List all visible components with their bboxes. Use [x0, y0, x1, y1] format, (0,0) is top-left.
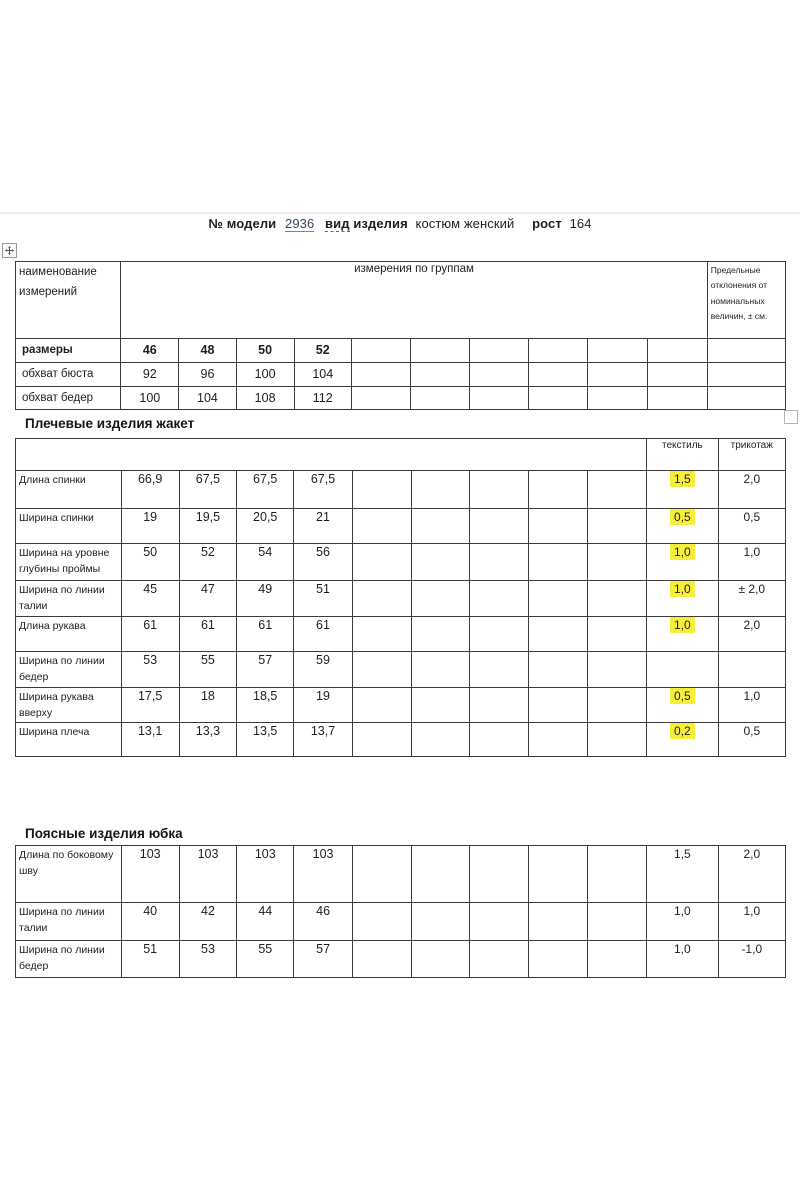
empty-cell[interactable]	[351, 387, 410, 410]
empty-cell[interactable]	[470, 471, 528, 509]
row-label-cell[interactable]: Длина рукава	[16, 616, 122, 651]
empty-cell[interactable]	[411, 544, 469, 581]
value-cell[interactable]: 61	[179, 616, 236, 651]
textile-tolerance-cell[interactable]	[647, 616, 718, 651]
value-cell[interactable]: 53	[121, 651, 179, 687]
value-cell[interactable]: 103	[237, 846, 294, 903]
highlighted-value: 1,0	[670, 617, 695, 633]
empty-cell[interactable]	[587, 687, 646, 723]
four-arrows-icon	[5, 246, 14, 255]
value-cell[interactable]: 50	[236, 339, 294, 363]
value-cell[interactable]: 56	[294, 544, 352, 581]
row-label-cell[interactable]: Ширина спинки	[16, 509, 122, 544]
value-cell[interactable]: 52	[294, 339, 351, 363]
value-cell[interactable]: 104	[294, 363, 351, 387]
empty-cell[interactable]	[528, 471, 587, 509]
empty-cell[interactable]	[411, 687, 469, 723]
section-title-jacket: Плечевые изделия жакет	[25, 416, 195, 431]
highlighted-value: 1,0	[670, 581, 695, 597]
empty-cell[interactable]	[587, 544, 646, 581]
table-row	[16, 846, 786, 903]
highlighted-value: 1,0	[670, 544, 695, 560]
textile-tolerance-cell[interactable]: 1,0	[647, 903, 718, 941]
value-cell[interactable]: 49	[237, 581, 294, 617]
value-cell[interactable]: 55	[179, 651, 236, 687]
value-cell[interactable]: 19	[294, 687, 352, 723]
knit-tolerance-cell[interactable]: 0,5	[718, 509, 785, 544]
empty-cell[interactable]	[411, 651, 469, 687]
textile-tolerance-cell[interactable]	[647, 544, 718, 581]
skirt-table	[15, 845, 786, 978]
empty-cell[interactable]	[411, 471, 469, 509]
empty-cell[interactable]	[352, 903, 411, 941]
jacket-header-empty-cell[interactable]	[16, 439, 647, 471]
product-type-label-1: вид	[325, 216, 350, 231]
empty-cell[interactable]	[352, 723, 411, 757]
empty-cell[interactable]	[411, 723, 469, 757]
knit-tolerance-cell[interactable]	[718, 651, 785, 687]
row-label-cell[interactable]: Длина по боковому шву	[16, 846, 122, 903]
value-cell[interactable]: 13,7	[294, 723, 352, 757]
empty-cell[interactable]	[411, 581, 469, 617]
textile-tolerance-cell[interactable]	[647, 471, 718, 509]
empty-cell[interactable]	[528, 581, 587, 617]
empty-cell[interactable]	[470, 687, 528, 723]
value-cell[interactable]: 46	[294, 903, 352, 941]
value-cell[interactable]: 45	[121, 581, 179, 617]
tolerance-cell[interactable]	[707, 363, 785, 387]
empty-cell[interactable]	[470, 339, 529, 363]
measurements-name-header-cell[interactable]: наименование измерений	[16, 262, 121, 339]
knit-tolerance-cell[interactable]: -1,0	[718, 941, 785, 978]
table-move-handle-icon[interactable]	[2, 243, 17, 258]
product-type-value: костюм женский	[415, 216, 515, 231]
document-title	[0, 216, 800, 231]
empty-cell[interactable]	[470, 846, 528, 903]
empty-cell[interactable]	[528, 616, 587, 651]
empty-cell[interactable]	[470, 616, 528, 651]
empty-cell[interactable]	[529, 387, 588, 410]
table-row	[16, 723, 786, 757]
value-cell[interactable]: 13,5	[237, 723, 294, 757]
knit-tolerance-cell[interactable]: 0,5	[718, 723, 785, 757]
empty-cell[interactable]	[529, 363, 588, 387]
value-cell[interactable]: 108	[236, 387, 294, 410]
value-cell[interactable]: 42	[179, 903, 236, 941]
empty-cell[interactable]	[352, 941, 411, 978]
empty-cell[interactable]	[587, 941, 646, 978]
table-row	[16, 509, 786, 544]
row-label-cell[interactable]: обхват бюста	[16, 363, 121, 387]
value-cell[interactable]: 67,5	[179, 471, 236, 509]
value-cell[interactable]: 20,5	[237, 509, 294, 544]
empty-cell[interactable]	[352, 846, 411, 903]
model-number-value: 2936	[285, 216, 315, 231]
empty-cell[interactable]	[587, 723, 646, 757]
table-row	[16, 544, 786, 581]
table-row	[16, 581, 786, 617]
empty-cell[interactable]	[587, 471, 646, 509]
empty-cell[interactable]	[470, 387, 529, 410]
sizes-header-row	[16, 262, 786, 339]
table-row	[16, 363, 786, 387]
row-label-cell[interactable]: Ширина на уровне глубины проймы	[16, 544, 122, 581]
empty-cell[interactable]	[528, 723, 587, 757]
value-cell[interactable]: 103	[179, 846, 236, 903]
empty-cell[interactable]	[410, 363, 469, 387]
table-row	[16, 387, 786, 410]
knit-header-cell[interactable]: трикотаж	[718, 439, 785, 471]
empty-cell[interactable]	[470, 544, 528, 581]
empty-cell[interactable]	[412, 941, 470, 978]
value-cell[interactable]: 61	[237, 616, 294, 651]
knit-tolerance-cell[interactable]: ± 2,0	[718, 581, 785, 617]
value-cell[interactable]: 57	[237, 651, 294, 687]
tolerance-cell[interactable]	[707, 387, 785, 410]
empty-cell[interactable]	[352, 471, 411, 509]
value-cell[interactable]: 51	[294, 581, 352, 617]
empty-cell[interactable]	[351, 363, 410, 387]
value-cell[interactable]: 67,5	[294, 471, 352, 509]
empty-cell[interactable]	[352, 651, 411, 687]
value-cell[interactable]: 18	[179, 687, 236, 723]
value-cell[interactable]: 104	[179, 387, 236, 410]
knit-tolerance-cell[interactable]: 1,0	[718, 687, 785, 723]
highlighted-value: 0,2	[670, 723, 695, 739]
empty-cell[interactable]	[528, 903, 587, 941]
row-label-cell[interactable]: Длина спинки	[16, 471, 122, 509]
textile-tolerance-cell[interactable]: 1,5	[647, 846, 718, 903]
empty-cell[interactable]	[470, 509, 528, 544]
empty-cell[interactable]	[352, 544, 411, 581]
highlighted-value: 0,5	[670, 688, 695, 704]
value-cell[interactable]: 100	[121, 387, 179, 410]
highlighted-value: 0,5	[670, 509, 695, 525]
empty-cell[interactable]	[352, 616, 411, 651]
empty-cell[interactable]	[588, 363, 647, 387]
empty-cell[interactable]	[410, 387, 469, 410]
empty-cell[interactable]	[588, 387, 647, 410]
value-cell[interactable]: 51	[121, 941, 179, 978]
row-label-cell[interactable]: Ширина по линии талии	[16, 903, 122, 941]
table-row	[16, 687, 786, 723]
empty-cell[interactable]	[470, 363, 529, 387]
value-cell[interactable]: 47	[179, 581, 236, 617]
value-cell[interactable]: 54	[237, 544, 294, 581]
value-cell[interactable]: 46	[121, 339, 179, 363]
table-row	[16, 339, 786, 363]
value-cell[interactable]: 19	[121, 509, 179, 544]
empty-cell[interactable]	[587, 651, 646, 687]
value-cell[interactable]: 44	[237, 903, 294, 941]
empty-cell[interactable]	[352, 687, 411, 723]
value-cell[interactable]: 66,9	[121, 471, 179, 509]
textile-tolerance-cell[interactable]	[647, 723, 718, 757]
knit-tolerance-cell[interactable]: 2,0	[718, 616, 785, 651]
textile-tolerance-cell[interactable]	[647, 651, 718, 687]
empty-cell[interactable]	[470, 651, 528, 687]
value-cell[interactable]: 100	[236, 363, 294, 387]
value-cell[interactable]: 17,5	[121, 687, 179, 723]
empty-cell[interactable]	[352, 509, 411, 544]
height-label: рост	[532, 216, 562, 231]
knit-tolerance-cell[interactable]: 1,0	[718, 544, 785, 581]
value-cell[interactable]: 21	[294, 509, 352, 544]
empty-cell[interactable]	[647, 339, 707, 363]
empty-cell[interactable]	[528, 846, 587, 903]
empty-cell[interactable]	[528, 544, 587, 581]
value-cell[interactable]: 48	[179, 339, 236, 363]
row-label-cell[interactable]: Ширина по линии талии	[16, 581, 122, 617]
textile-tolerance-cell[interactable]	[647, 687, 718, 723]
row-label-cell[interactable]: Ширина по линии бедер	[16, 941, 122, 978]
table-row	[16, 471, 786, 509]
table-row	[16, 941, 786, 978]
empty-cell[interactable]	[412, 903, 470, 941]
empty-cell[interactable]	[647, 387, 707, 410]
section-title-skirt: Поясные изделия юбка	[25, 826, 183, 841]
textile-tolerance-cell[interactable]	[647, 581, 718, 617]
row-label-cell[interactable]: Ширина рукава вверху	[16, 687, 122, 723]
row-label-cell[interactable]: Ширина плеча	[16, 723, 122, 757]
empty-cell[interactable]	[470, 581, 528, 617]
empty-cell[interactable]	[410, 339, 469, 363]
value-cell[interactable]: 13,1	[121, 723, 179, 757]
empty-cell[interactable]	[352, 581, 411, 617]
empty-cell[interactable]	[412, 846, 470, 903]
empty-cell[interactable]	[470, 903, 528, 941]
empty-cell[interactable]	[411, 509, 469, 544]
value-cell[interactable]: 103	[294, 846, 352, 903]
value-cell[interactable]: 52	[179, 544, 236, 581]
empty-cell[interactable]	[528, 687, 587, 723]
textile-header-cell[interactable]: текстиль	[647, 439, 718, 471]
highlighted-value: 1,5	[670, 471, 695, 487]
model-number-label: № модели	[208, 216, 277, 231]
table-row	[16, 616, 786, 651]
empty-cell[interactable]	[587, 846, 646, 903]
value-cell[interactable]: 112	[294, 387, 351, 410]
table-row	[16, 903, 786, 941]
row-label-cell[interactable]: размеры	[16, 339, 121, 363]
height-value: 164	[569, 216, 592, 231]
value-cell[interactable]: 67,5	[237, 471, 294, 509]
empty-cell[interactable]	[470, 941, 528, 978]
empty-cell[interactable]	[470, 723, 528, 757]
empty-cell[interactable]	[528, 509, 587, 544]
row-label-cell[interactable]: Ширина по линии бедер	[16, 651, 122, 687]
empty-cell[interactable]	[587, 581, 646, 617]
empty-cell[interactable]	[587, 616, 646, 651]
textile-tolerance-cell[interactable]	[647, 509, 718, 544]
value-cell[interactable]: 13,3	[179, 723, 236, 757]
empty-cell[interactable]	[351, 339, 410, 363]
value-cell[interactable]: 55	[237, 941, 294, 978]
product-type-label-2: изделия	[353, 216, 408, 231]
empty-cell[interactable]	[587, 903, 646, 941]
table-resize-handle-icon[interactable]	[784, 410, 798, 424]
empty-cell[interactable]	[528, 651, 587, 687]
value-cell[interactable]: 40	[121, 903, 179, 941]
value-cell[interactable]: 96	[179, 363, 236, 387]
knit-tolerance-cell[interactable]: 2,0	[718, 471, 785, 509]
jacket-table	[15, 438, 786, 757]
value-cell[interactable]: 59	[294, 651, 352, 687]
empty-cell[interactable]	[588, 339, 647, 363]
value-cell[interactable]: 57	[294, 941, 352, 978]
value-cell[interactable]: 53	[179, 941, 236, 978]
groups-header-cell[interactable]: измерения по группам	[121, 262, 707, 339]
textile-tolerance-cell[interactable]: 1,0	[647, 941, 718, 978]
page-separator-line	[0, 212, 800, 214]
empty-cell[interactable]	[528, 941, 587, 978]
knit-tolerance-cell[interactable]: 2,0	[718, 846, 785, 903]
sizes-table	[15, 261, 786, 410]
tolerance-cell[interactable]	[707, 339, 785, 363]
tolerance-header-cell[interactable]: Предельные отклонения от номинальных величин, ± см.	[707, 262, 785, 339]
empty-cell[interactable]	[529, 339, 588, 363]
empty-cell[interactable]	[647, 363, 707, 387]
value-cell[interactable]: 19,5	[179, 509, 236, 544]
empty-cell[interactable]	[587, 509, 646, 544]
value-cell[interactable]: 61	[121, 616, 179, 651]
row-label-cell[interactable]: обхват бедер	[16, 387, 121, 410]
value-cell[interactable]: 50	[121, 544, 179, 581]
table-row	[16, 651, 786, 687]
jacket-header-row	[16, 439, 786, 471]
value-cell[interactable]: 92	[121, 363, 179, 387]
value-cell[interactable]: 18,5	[237, 687, 294, 723]
knit-tolerance-cell[interactable]: 1,0	[718, 903, 785, 941]
value-cell[interactable]: 103	[121, 846, 179, 903]
empty-cell[interactable]	[411, 616, 469, 651]
value-cell[interactable]: 61	[294, 616, 352, 651]
